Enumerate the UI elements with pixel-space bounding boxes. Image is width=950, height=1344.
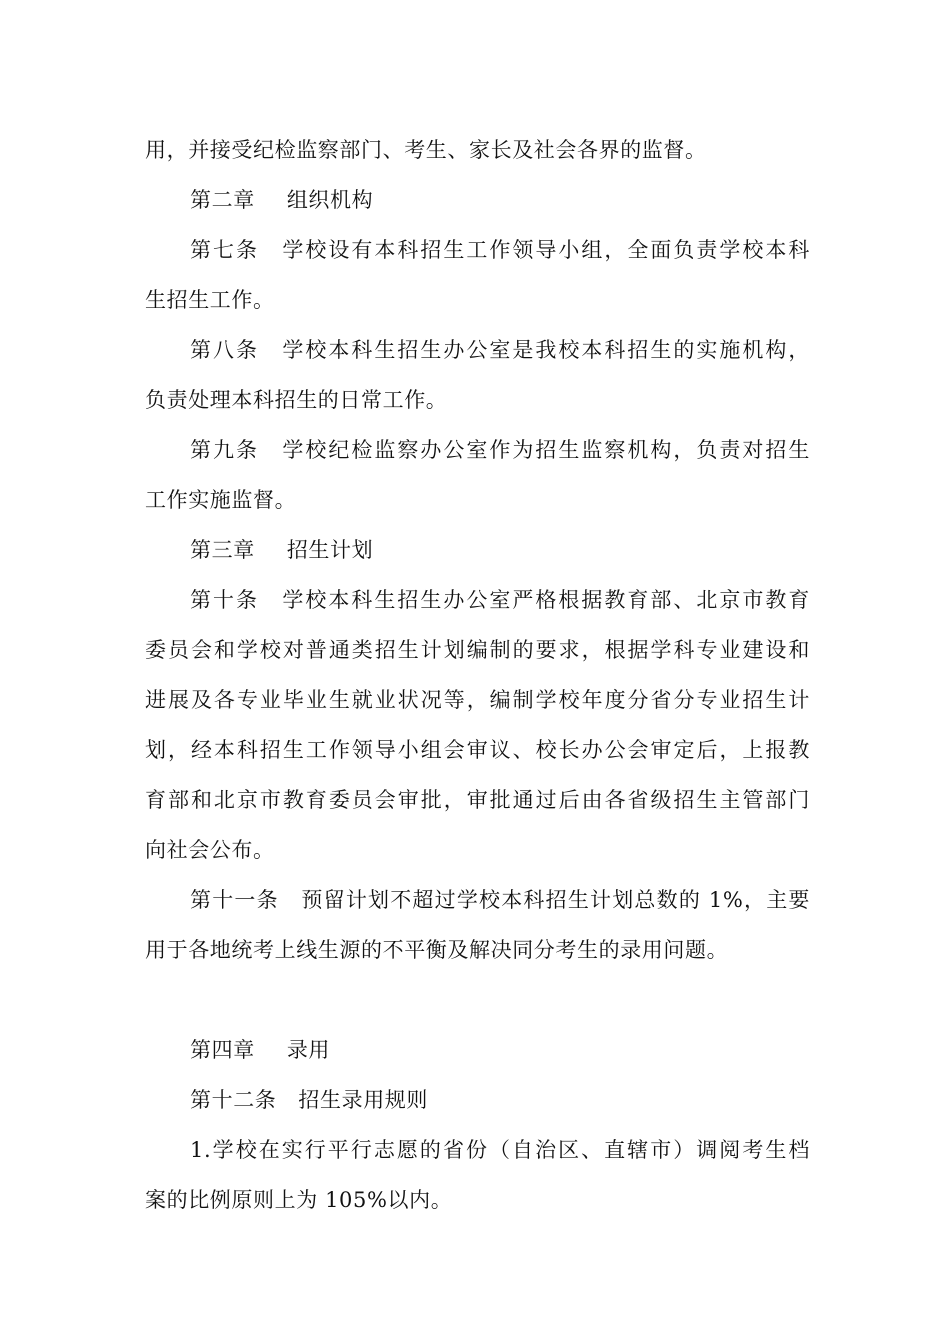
article-7-line-1	[190, 236, 810, 264]
article-text: 预留计划不超过学校本科招生计划总数的 1%，主要	[300, 888, 811, 912]
article-8-line-1	[190, 336, 810, 364]
text-run: 生招生工作。	[145, 288, 275, 312]
chapter-number: 第四章	[190, 1038, 255, 1062]
text-run: 用，并接受纪检监察部门、考生、家长及社会各界的监督。	[145, 138, 707, 162]
chapter-heading-2	[190, 186, 810, 214]
article-11-line-1	[190, 886, 810, 914]
article-7-line-2	[145, 286, 810, 314]
article-10-line-4	[145, 736, 810, 764]
article-8-line-2	[145, 386, 810, 414]
article-10-line-2	[145, 636, 810, 664]
article-9-line-1	[190, 436, 810, 464]
chapter-number: 第三章	[190, 538, 255, 562]
article-11-line-2	[145, 936, 810, 964]
paragraph-line	[145, 136, 810, 164]
rule-1-line-2	[145, 1186, 810, 1214]
article-number: 第八条	[190, 338, 259, 362]
text-run: 案的比例原则上为 105%以内。	[145, 1188, 453, 1212]
article-number: 第十条	[190, 588, 259, 612]
article-text: 学校纪检监察办公室作为招生监察机构，负责对招生	[281, 438, 810, 462]
article-10-line-1	[190, 586, 810, 614]
article-text: 学校设有本科招生工作领导小组，全面负责学校本科	[281, 238, 810, 262]
text-run: 用于各地统考上线生源的不平衡及解决同分考生的录用问题。	[145, 938, 729, 962]
chapter-heading-4	[190, 1036, 810, 1064]
rule-1-line-1	[190, 1136, 810, 1164]
text-run: 划，经本科招生工作领导小组会审议、校长办公会审定后，上报教	[145, 738, 810, 762]
text-run: 委员会和学校对普通类招生计划编制的要求，根据学科专业建设和	[145, 638, 810, 662]
article-10-line-6	[145, 836, 810, 864]
chapter-title: 组织机构	[286, 188, 374, 212]
text-run: 进展及各专业毕业生就业状况等，编制学校年度分省分专业招生计	[145, 688, 810, 712]
article-number: 第九条	[190, 438, 259, 462]
article-9-line-2	[145, 486, 810, 514]
article-number: 第十一条	[190, 888, 279, 912]
article-title: 招生录用规则	[298, 1088, 429, 1112]
chapter-number: 第二章	[190, 188, 255, 212]
article-12-heading	[190, 1086, 810, 1114]
text-run: 负责处理本科招生的日常工作。	[145, 388, 448, 412]
text-run: 工作实施监督。	[145, 488, 297, 512]
article-10-line-3	[145, 686, 810, 714]
article-number: 第十二条	[190, 1088, 277, 1112]
article-10-line-5	[145, 786, 810, 814]
text-run: 1.学校在实行平行志愿的省份（自治区、直辖市）调阅考生档	[190, 1138, 810, 1162]
article-text: 学校本科生招生办公室是我校本科招生的实施机构，	[281, 338, 810, 362]
chapter-title: 招生计划	[286, 538, 374, 562]
article-number: 第七条	[190, 238, 259, 262]
text-run: 育部和北京市教育委员会审批，审批通过后由各省级招生主管部门	[145, 788, 810, 812]
chapter-heading-3	[190, 536, 810, 564]
text-run: 向社会公布。	[145, 838, 275, 862]
chapter-title: 录用	[286, 1038, 331, 1062]
article-text: 学校本科生招生办公室严格根据教育部、北京市教育	[281, 588, 810, 612]
